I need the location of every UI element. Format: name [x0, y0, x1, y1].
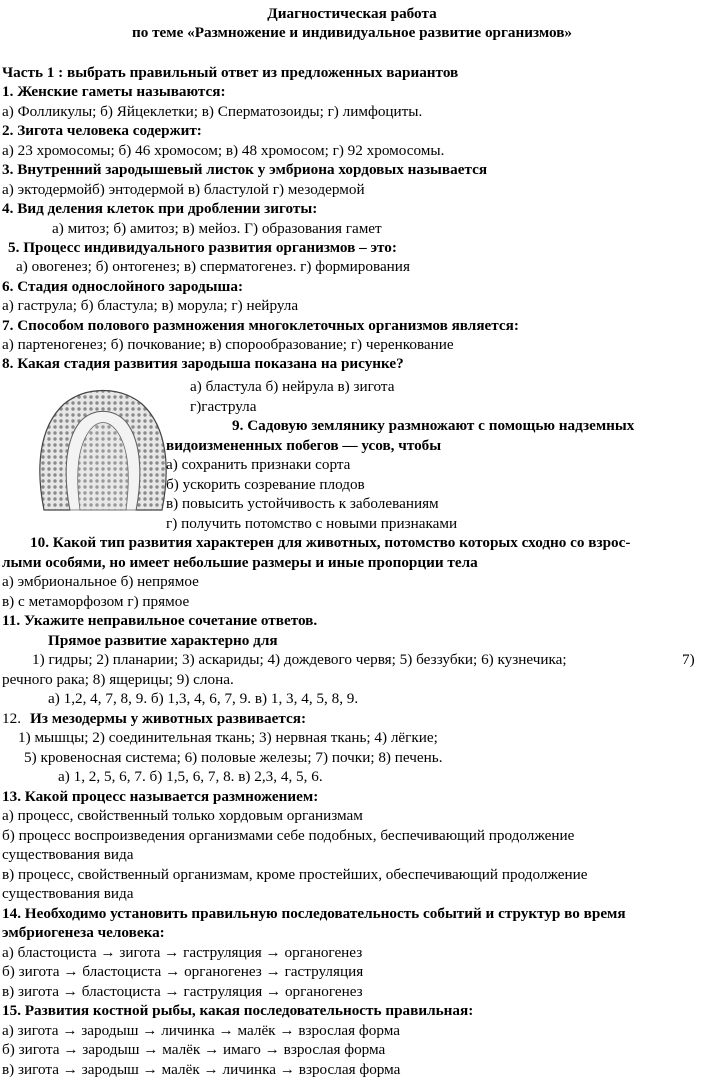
- options-12-line-1: 1) мышцы; 2) соединительная ткань; 3) нервная ткань; 4) лёгкие;: [18, 729, 438, 746]
- question-14-line-2: эмбриогенеза человека:: [2, 924, 165, 941]
- question-5: 5. Процесс индивидуального развития организмов – это:: [8, 239, 397, 256]
- question-13: 13. Какой процесс называется размножением:: [2, 788, 319, 805]
- answer-15b: б) зигота → зародыш → малёк → имаго → взрослая форма: [2, 1041, 386, 1058]
- answer-9b: б) ускорить созревание плодов: [166, 476, 365, 493]
- answer-13b-line-1: б) процесс воспроизведения организмами себе подобных, беспечивающий продолжение: [2, 827, 575, 844]
- answer-15a: а) зигота → зародыш → личинка → малёк → взрослая форма: [2, 1022, 400, 1039]
- answer-13c-line-1: в) процесс, свойственный организмам, кроме простейших, обеспечивающий продолжение: [2, 866, 588, 883]
- question-1: 1. Женские гаметы называются:: [2, 83, 226, 100]
- question-15: 15. Развития костной рыбы, какая последовательность правильная:: [2, 1002, 474, 1019]
- question-12-number: 12.: [2, 710, 21, 727]
- answer-13c-line-2: существования вида: [2, 885, 134, 902]
- question-9-line-2: видоизмененных побегов — усов, чтобы: [166, 437, 442, 454]
- answers-8-line-2: г)гаструла: [190, 398, 257, 415]
- question-12: Из мезодермы у животных развивается:: [30, 710, 307, 727]
- answers-2: а) 23 хромосомы; б) 46 хромосом; в) 48 хромосом; г) 92 хромосомы.: [2, 142, 445, 159]
- answers-10-line-1: а) эмбриональное б) непрямое: [2, 573, 199, 590]
- doc-title: Диагностическая работа: [267, 5, 437, 22]
- answers-10-line-2: в) с метаморфозом г) прямое: [2, 593, 190, 610]
- answers-8-line-1: а) бластула б) нейрула в) зигота: [190, 378, 395, 395]
- answer-9d: г) получить потомство с новыми признаками: [166, 515, 458, 532]
- answer-15c: в) зигота → зародыш → малёк → личинка → взрослая форма: [2, 1061, 401, 1078]
- answers-1: а) Фолликулы; б) Яйцеклетки; в) Сперматозоиды; г) лимфоциты.: [2, 103, 423, 120]
- question-14-line-1: 14. Необходимо установить правильную последовательность событий и структур во время: [2, 905, 626, 922]
- question-2: 2. Зигота человека содержит:: [2, 122, 202, 139]
- question-8: 8. Какая стадия развития зародыша показана на рисунке?: [2, 355, 404, 372]
- answers-3: а) эктодермойб) энтодермой в) бластулой г) мезодермой: [2, 181, 365, 198]
- question-3: 3. Внутренний зародышевый листок у эмбриона хордовых называется: [2, 161, 488, 178]
- answers-12: а) 1, 2, 5, 6, 7. б) 1,5, 6, 7, 8. в) 2,3, 4, 5, 6.: [58, 768, 323, 785]
- answers-6: а) гаструла; б) бластула; в) морула; г) нейрула: [2, 297, 299, 314]
- gastrula-illustration: [28, 382, 178, 522]
- answers-11: а) 1,2, 4, 7, 8, 9. б) 1,3, 4, 6, 7, 9. в) 1, 3, 4, 5, 8, 9.: [48, 690, 359, 707]
- options-11-line-1: 1) гидры; 2) планарии; 3) аскариды; 4) дождевого червя; 5) беззубки; 6) кузнечика;: [32, 651, 567, 668]
- question-11-subheading: Прямое развитие характерно для: [48, 632, 278, 649]
- question-9-line-1: 9. Садовую землянику размножают с помощью надземных: [232, 417, 635, 434]
- answer-14c: в) зигота → бластоциста → гаструляция → органогенез: [2, 983, 363, 1000]
- answers-7: а) партеногенез; б) почкование; в) спорообразование; г) черенкование: [2, 336, 454, 353]
- embryo-figure: [28, 382, 178, 522]
- options-12-line-2: 5) кровеносная система; 6) половые железы; 7) почки; 8) печень.: [24, 749, 443, 766]
- answer-9c: в) повысить устойчивость к заболеваниям: [166, 495, 439, 512]
- answers-4: а) митоз; б) амитоз; в) мейоз. Г) образования гамет: [52, 220, 382, 237]
- question-10-line-1: 10. Какой тип развития характерен для животных, потомство которых сходно со взрос-: [30, 534, 631, 551]
- answers-5: а) овогенез; б) онтогенез; в) сперматогенез. г) формирования: [16, 258, 410, 275]
- options-11-item-7: 7): [682, 651, 695, 668]
- answer-9a: а) сохранить признаки сорта: [166, 456, 351, 473]
- question-11: 11. Укажите неправильное сочетание ответов.: [2, 612, 318, 629]
- answer-14b: б) зигота → бластоциста → органогенез → гаструляция: [2, 963, 364, 980]
- part-heading: Часть 1 : выбрать правильный ответ из предложенных вариантов: [2, 64, 459, 81]
- question-10-line-2: лыми особями, но имеет небольшие размеры и иные пропорции тела: [2, 554, 478, 571]
- options-11-line-2: речного рака; 8) ящерицы; 9) слона.: [2, 671, 234, 688]
- answer-14a: а) бластоциста → зигота → гаструляция → органогенез: [2, 944, 363, 961]
- answer-13b-line-2: существования вида: [2, 846, 134, 863]
- answer-13a: а) процесс, свойственный только хордовым организмам: [2, 807, 363, 824]
- doc-subtitle: по теме «Размножение и индивидуальное развитие организмов»: [131, 24, 573, 41]
- question-6: 6. Стадия однослойного зародыша:: [2, 278, 243, 295]
- question-7: 7. Способом полового размножения многоклеточных организмов является:: [2, 317, 519, 334]
- question-4: 4. Вид деления клеток при дроблении зиготы:: [2, 200, 318, 217]
